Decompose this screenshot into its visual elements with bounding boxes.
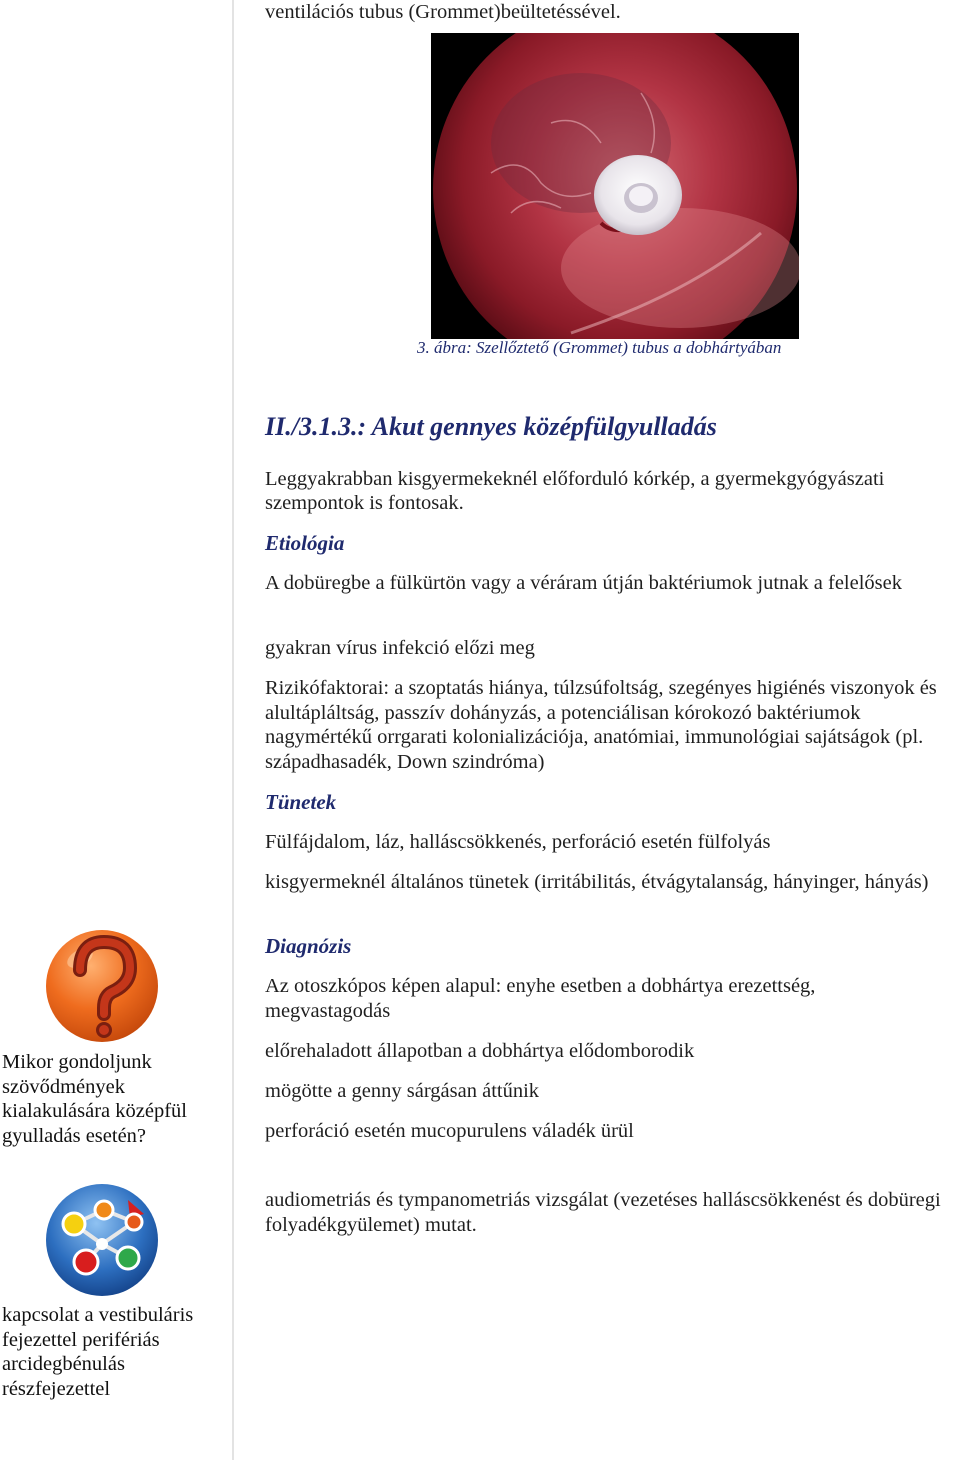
symptoms-paragraph-1: Fülfájdalom, láz, halláscsökkenés, perforáció esetén fülfolyás xyxy=(265,831,771,853)
etiology-paragraph-3: Rizikófaktorai: a szoptatás hiánya, túlzsúfoltság, szegényes higiénés viszonyok és alultápláltság, passzív dohányzás, a potenciálisan kórokozó baktériumok nagymértékű orrgarati kolonializációja, anatómiai, immunológiai sajátságok (pl. szápadhasadék, Down szindróma) xyxy=(265,677,937,773)
top-line: ventilációs tubus (Grommet)beültetéssével. xyxy=(265,1,621,23)
question-mark-icon[interactable] xyxy=(44,928,160,1044)
sidebar-link-text[interactable]: kapcsolat a vestibuláris fejezettel perifériás arcidegbénulás részfejezettel xyxy=(2,1304,194,1400)
section-heading: II./3.1.3.: Akut gennyes középfülgyulladás xyxy=(265,412,717,441)
diagnosis-heading: Diagnózis xyxy=(265,934,352,958)
otoscope-photo xyxy=(431,33,799,339)
main-content xyxy=(265,0,960,1460)
diagnosis-paragraph-5: audiometriás és tympanometriás vizsgálat (vezetéses halláscsökkenést és dobüregi folyadékgyülemet) mutat. xyxy=(265,1189,941,1236)
diagnosis-paragraph-3: mögötte a genny sárgásan áttűnik xyxy=(265,1080,540,1102)
intro-line-1: Leggyakrabban kisgyermekeknél előforduló kórkép, a gyermekgyógyászati xyxy=(265,468,885,490)
etiology-paragraph-1: A dobüregbe a fülkürtön vagy a véráram útján baktériumok jutnak a felelősek xyxy=(265,572,902,594)
intro-line-2: szempontok is fontosak. xyxy=(265,492,464,514)
symptoms-paragraph-2: kisgyermeknél általános tünetek (irritábilitás, étvágytalanság, hányinger, hányás) xyxy=(265,871,929,893)
connection-network-icon[interactable] xyxy=(44,1182,160,1298)
sidebar-question-text: Mikor gondoljunk szövődmények kialakulására középfül gyulladás esetén? xyxy=(2,1051,187,1147)
sidebar xyxy=(0,0,230,1460)
etiology-paragraph-2: gyakran vírus infekció előzi meg xyxy=(265,637,535,659)
etiology-heading: Etiológia xyxy=(265,531,345,555)
figure-caption: 3. ábra: Szellőztető (Grommet) tubus a dobhártyában xyxy=(417,338,782,357)
symptoms-heading: Tünetek xyxy=(265,790,337,814)
column-divider xyxy=(232,0,234,1460)
diagnosis-paragraph-4: perforáció esetén mucopurulens váladék ürül xyxy=(265,1120,634,1142)
diagnosis-paragraph-1: Az otoszkópos képen alapul: enyhe esetben a dobhártya erezettség, megvastagodás xyxy=(265,975,816,1022)
diagnosis-paragraph-2: előrehaladott állapotban a dobhártya elődomborodik xyxy=(265,1040,695,1062)
